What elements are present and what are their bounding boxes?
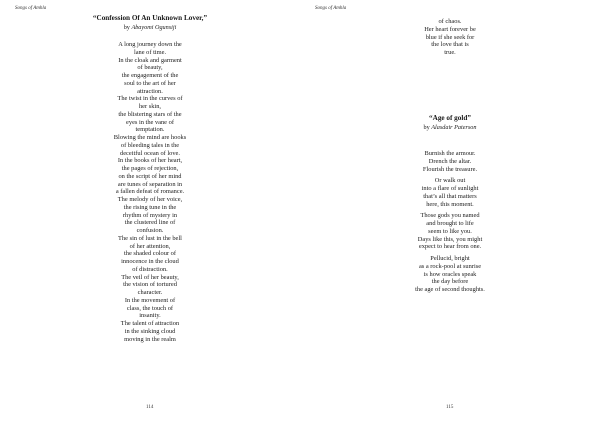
poem-byline: [388, 123, 512, 132]
poem-title: “Confession Of An Unknown Lover,”: [92, 14, 208, 22]
poem-author: Alasdair Paterson: [431, 124, 477, 131]
poem-line: The melody of her voice,: [117, 196, 183, 203]
poem-line: In the books of her heart,: [117, 157, 183, 165]
poem-line: of distraction.: [132, 265, 168, 273]
poem-line: the rising tune in the: [123, 203, 177, 211]
poem-line: Days like this, you might: [417, 235, 483, 243]
poem-line: her skin,: [138, 103, 161, 110]
poem-line: rhythm of mystery in: [122, 211, 178, 219]
poem-line: The veil of her beauty,: [121, 273, 179, 281]
poem-line: In the movement of: [124, 296, 176, 304]
poem-line: the blistering stars of the: [118, 110, 182, 118]
poem-line: lane of time.: [133, 48, 167, 56]
poem-line: of her attention,: [129, 242, 171, 250]
poem-line: Those gods you named: [420, 212, 480, 220]
poem-line: are tunes of separation in: [117, 180, 183, 188]
poem-line: temptation.: [135, 126, 165, 134]
poem-line: the clustered line of: [124, 219, 176, 227]
poem-line: Drench the altar.: [428, 157, 472, 165]
poem-line: true.: [444, 49, 456, 56]
poem-line: as a rock-pool at sunrise: [418, 262, 482, 270]
poem-line: Or walk out: [434, 177, 466, 185]
poem-line: the pages of rejection,: [121, 165, 179, 172]
poem-line: that’s all that matters: [423, 192, 477, 200]
poem-line: Flourish the treasure.: [422, 165, 478, 173]
poem-line: character.: [137, 289, 163, 296]
continuation-lines: [388, 18, 512, 57]
poem-lines: [88, 41, 212, 343]
byline-prefix: by: [423, 124, 430, 131]
poem-line: here, this moment.: [426, 200, 474, 208]
poem-line: attraction.: [137, 87, 163, 95]
poem-line: The twist in the curves of: [117, 95, 183, 103]
poem-line: the shaded colour of: [124, 250, 176, 258]
poem-line: the engagement of the: [121, 72, 179, 79]
poem-line: confusion.: [136, 227, 164, 234]
poem-line: class, the touch of: [126, 304, 174, 312]
poem-byline: [88, 23, 212, 32]
poem-title: “Age of gold”: [429, 114, 471, 122]
byline-prefix: by: [123, 24, 130, 31]
poem-line: a fallen defeat of romance.: [115, 188, 185, 196]
poem-line: Pellucid, bright: [430, 255, 470, 262]
running-header: Songs of Amhla: [15, 6, 47, 11]
poem-line: In the cloak and garment: [118, 56, 182, 64]
poem-line: the love that is: [431, 41, 469, 49]
poem-line: eyes in the vane of: [126, 118, 174, 126]
poem-line: moving in the realm: [124, 335, 176, 343]
page-number: 115: [446, 405, 454, 410]
poem-line: the vision of tortured: [123, 281, 177, 289]
poem-line: the day before: [431, 278, 469, 286]
poem-line: on the script of her mind: [118, 172, 182, 180]
poem-line: the age of second thoughts.: [415, 286, 485, 293]
poem-line: expect to hear from one.: [418, 243, 482, 251]
poem-line: into a flare of sunlight: [421, 185, 479, 192]
poem-confession: [88, 14, 212, 343]
poem-continuation: [388, 18, 512, 57]
poem-line: of beauty,: [137, 64, 163, 72]
poem-line: The sin of lust in the bell: [118, 234, 182, 242]
poem-line: blue if she seek for: [425, 33, 475, 41]
poem-stanzas: [388, 150, 512, 294]
poem-age-of-gold: [388, 114, 512, 294]
poem-line: is how oracles speak: [423, 270, 477, 278]
poem-line: soul to the art of her: [124, 79, 176, 87]
poem-line: innocence in the cloud: [121, 258, 179, 265]
poem-line: The talent of attraction: [120, 320, 180, 327]
poem-line: A long journey down the: [118, 41, 182, 48]
poem-line: insanity.: [139, 312, 161, 320]
poem-line: in the sinking cloud: [124, 327, 176, 335]
poem-line: seem to like you.: [428, 227, 472, 235]
poem-line: Her heart forever be: [424, 25, 476, 33]
poem-line: of chaos.: [438, 18, 462, 25]
poem-author: Abayomi Ogunsiji: [131, 24, 177, 31]
right-page: [300, 0, 600, 424]
poem-line: Blowing the mind are hooks: [113, 134, 187, 141]
poem-line: and brought to life: [426, 220, 474, 227]
page-number: 114: [146, 405, 154, 410]
poem-line: Burnish the armour.: [424, 150, 476, 157]
poem-line: deceitful ocean of love.: [120, 149, 180, 157]
poem-line: of bleeding tales in the: [120, 141, 180, 149]
running-header: Songs of Amhla: [315, 6, 347, 11]
